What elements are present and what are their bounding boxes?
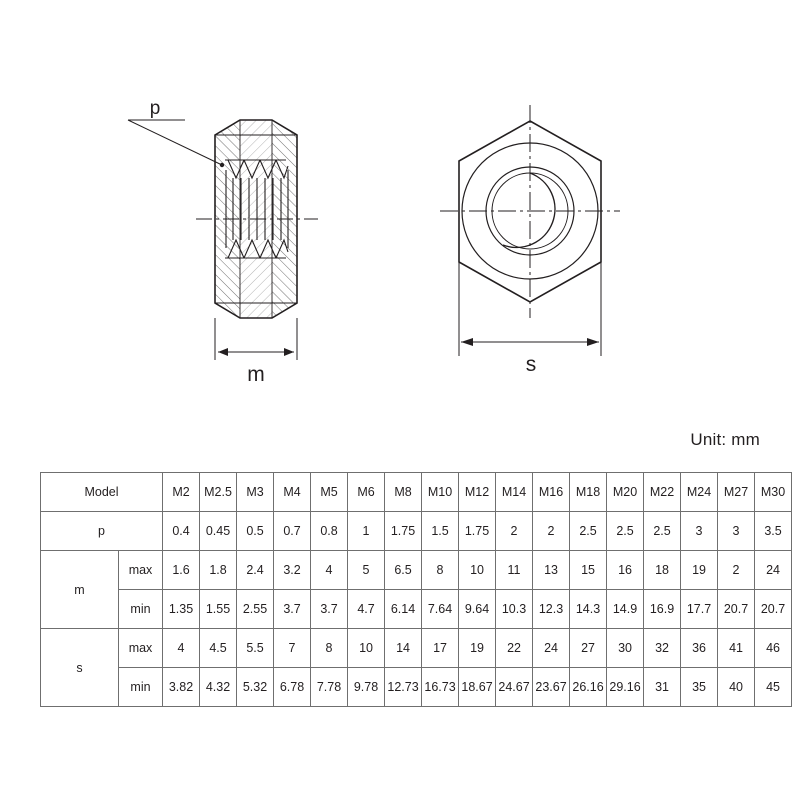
value-cell: 4.7 bbox=[348, 590, 385, 629]
value-cell: 10.3 bbox=[496, 590, 533, 629]
value-cell: 5.5 bbox=[237, 629, 274, 668]
value-cell: 6.78 bbox=[274, 668, 311, 707]
value-cell: 0.7 bbox=[274, 512, 311, 551]
model-cell: M5 bbox=[311, 473, 348, 512]
value-cell: 6.14 bbox=[385, 590, 422, 629]
value-cell: 0.5 bbox=[237, 512, 274, 551]
value-cell: 16.73 bbox=[422, 668, 459, 707]
value-cell: 14.3 bbox=[570, 590, 607, 629]
table-row-p bbox=[41, 512, 792, 551]
model-cell: M16 bbox=[533, 473, 570, 512]
value-cell: 19 bbox=[681, 551, 718, 590]
value-cell: 1.5 bbox=[422, 512, 459, 551]
value-cell: 3.82 bbox=[163, 668, 200, 707]
value-cell: 26.16 bbox=[570, 668, 607, 707]
value-cell: 10 bbox=[459, 551, 496, 590]
value-cell: 16.9 bbox=[644, 590, 681, 629]
model-cell: M3 bbox=[237, 473, 274, 512]
minmax-max: max bbox=[119, 551, 163, 590]
model-cell: M18 bbox=[570, 473, 607, 512]
value-cell: 2.5 bbox=[644, 512, 681, 551]
value-cell: 1.6 bbox=[163, 551, 200, 590]
value-cell: 1 bbox=[348, 512, 385, 551]
minmax-min: min bbox=[119, 590, 163, 629]
row-label-p: p bbox=[41, 512, 163, 551]
value-cell: 4.32 bbox=[200, 668, 237, 707]
value-cell: 1.55 bbox=[200, 590, 237, 629]
value-cell: 27 bbox=[570, 629, 607, 668]
model-cell: M27 bbox=[718, 473, 755, 512]
value-cell: 3 bbox=[681, 512, 718, 551]
table-row-s-min bbox=[41, 668, 792, 707]
value-cell: 19 bbox=[459, 629, 496, 668]
unit-note: Unit: mm bbox=[690, 430, 760, 449]
value-cell: 0.4 bbox=[163, 512, 200, 551]
value-cell: 8 bbox=[422, 551, 459, 590]
value-cell: 4 bbox=[163, 629, 200, 668]
value-cell: 6.5 bbox=[385, 551, 422, 590]
value-cell: 0.8 bbox=[311, 512, 348, 551]
model-cell: M30 bbox=[755, 473, 792, 512]
value-cell: 3.5 bbox=[755, 512, 792, 551]
value-cell: 1.75 bbox=[459, 512, 496, 551]
value-cell: 3.7 bbox=[274, 590, 311, 629]
pitch-leader bbox=[128, 120, 224, 167]
value-cell: 10 bbox=[348, 629, 385, 668]
table-row-s-max bbox=[41, 629, 792, 668]
value-cell: 18.67 bbox=[459, 668, 496, 707]
value-cell: 5 bbox=[348, 551, 385, 590]
value-cell: 20.7 bbox=[755, 590, 792, 629]
value-cell: 1.8 bbox=[200, 551, 237, 590]
value-cell: 7.64 bbox=[422, 590, 459, 629]
value-cell: 2.55 bbox=[237, 590, 274, 629]
model-cell: M2.5 bbox=[200, 473, 237, 512]
value-cell: 8 bbox=[311, 629, 348, 668]
dimension-m bbox=[215, 318, 297, 360]
model-cell: M22 bbox=[644, 473, 681, 512]
model-cell: M14 bbox=[496, 473, 533, 512]
section-view bbox=[128, 98, 318, 386]
value-cell: 24 bbox=[755, 551, 792, 590]
model-cell: M20 bbox=[607, 473, 644, 512]
label-s: s bbox=[525, 353, 537, 376]
value-cell: 12.3 bbox=[533, 590, 570, 629]
minmax-min: min bbox=[119, 668, 163, 707]
value-cell: 5.32 bbox=[237, 668, 274, 707]
value-cell: 7 bbox=[274, 629, 311, 668]
model-header: Model bbox=[41, 473, 163, 512]
value-cell: 11 bbox=[496, 551, 533, 590]
value-cell: 1.35 bbox=[163, 590, 200, 629]
model-cell: M10 bbox=[422, 473, 459, 512]
value-cell: 41 bbox=[718, 629, 755, 668]
value-cell: 9.64 bbox=[459, 590, 496, 629]
value-cell: 0.45 bbox=[200, 512, 237, 551]
value-cell: 9.78 bbox=[348, 668, 385, 707]
value-cell: 23.67 bbox=[533, 668, 570, 707]
value-cell: 35 bbox=[681, 668, 718, 707]
value-cell: 18 bbox=[644, 551, 681, 590]
value-cell: 16 bbox=[607, 551, 644, 590]
value-cell: 24 bbox=[533, 629, 570, 668]
value-cell: 15 bbox=[570, 551, 607, 590]
model-cell: M6 bbox=[348, 473, 385, 512]
table-row-model bbox=[41, 473, 792, 512]
value-cell: 3 bbox=[718, 512, 755, 551]
value-cell: 13 bbox=[533, 551, 570, 590]
value-cell: 17 bbox=[422, 629, 459, 668]
value-cell: 46 bbox=[755, 629, 792, 668]
value-cell: 30 bbox=[607, 629, 644, 668]
value-cell: 2 bbox=[496, 512, 533, 551]
model-cell: M24 bbox=[681, 473, 718, 512]
value-cell: 3.2 bbox=[274, 551, 311, 590]
value-cell: 2 bbox=[718, 551, 755, 590]
row-label-m: m bbox=[41, 551, 119, 629]
value-cell: 20.7 bbox=[718, 590, 755, 629]
value-cell: 17.7 bbox=[681, 590, 718, 629]
model-cell: M2 bbox=[163, 473, 200, 512]
value-cell: 31 bbox=[644, 668, 681, 707]
table-row-m-max bbox=[41, 551, 792, 590]
label-p: p bbox=[149, 98, 161, 119]
value-cell: 2.5 bbox=[570, 512, 607, 551]
value-cell: 2.4 bbox=[237, 551, 274, 590]
model-cell: M8 bbox=[385, 473, 422, 512]
model-cell: M4 bbox=[274, 473, 311, 512]
value-cell: 22 bbox=[496, 629, 533, 668]
value-cell: 40 bbox=[718, 668, 755, 707]
value-cell: 2.5 bbox=[607, 512, 644, 551]
value-cell: 32 bbox=[644, 629, 681, 668]
row-label-s: s bbox=[41, 629, 119, 707]
value-cell: 4 bbox=[311, 551, 348, 590]
value-cell: 24.67 bbox=[496, 668, 533, 707]
value-cell: 1.75 bbox=[385, 512, 422, 551]
value-cell: 7.78 bbox=[311, 668, 348, 707]
value-cell: 12.73 bbox=[385, 668, 422, 707]
label-m: m bbox=[247, 363, 265, 386]
minmax-max: max bbox=[119, 629, 163, 668]
table-row-m-min bbox=[41, 590, 792, 629]
value-cell: 2 bbox=[533, 512, 570, 551]
value-cell: 29.16 bbox=[607, 668, 644, 707]
value-cell: 14 bbox=[385, 629, 422, 668]
spec-table bbox=[40, 472, 792, 707]
top-view bbox=[440, 105, 620, 376]
value-cell: 45 bbox=[755, 668, 792, 707]
value-cell: 36 bbox=[681, 629, 718, 668]
value-cell: 4.5 bbox=[200, 629, 237, 668]
value-cell: 3.7 bbox=[311, 590, 348, 629]
value-cell: 14.9 bbox=[607, 590, 644, 629]
model-cell: M12 bbox=[459, 473, 496, 512]
